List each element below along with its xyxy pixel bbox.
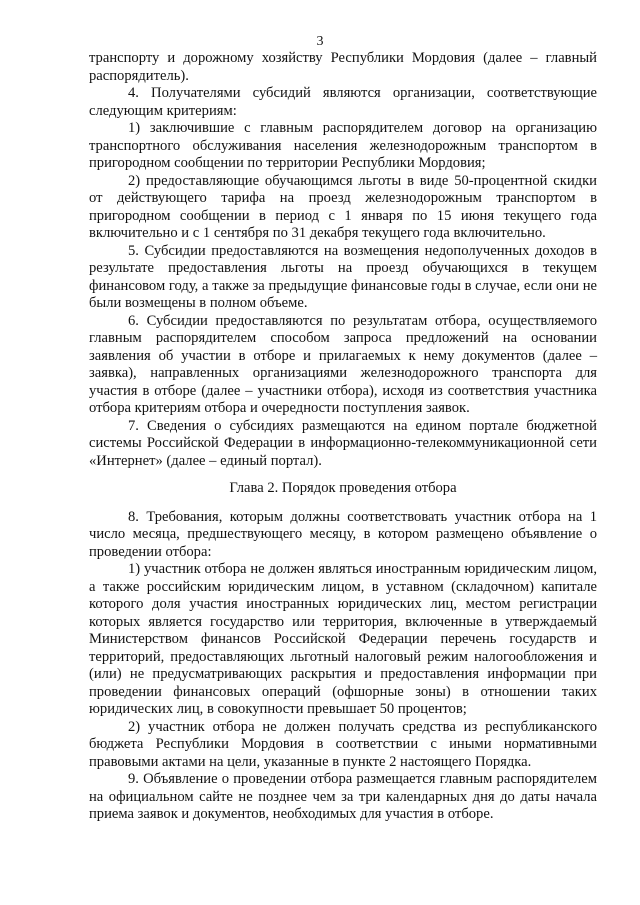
chapter-heading: Глава 2. Порядок проведения отбора	[229, 480, 457, 496]
paragraph-4-item-2: 2) предоставляющие обучающимся льготы в виде 50-процентной скидки от действующего тарифа на проезд железнодорожным транспортом в пригородном сообщении в период с 1 января по 15 июня текущего года включительно и с 1 сентября по 31 декабря текущего года включительно.	[89, 172, 597, 241]
paragraph-5: 5. Субсидии предоставляются на возмещения недополученных доходов в результате предоставления льготы на проезд обучающихся в текущем финансовом году, а также за предыдущие финансовые годы в случае, если они не были возмещены в полном объеме.	[89, 242, 597, 311]
page-number: 3	[316, 34, 324, 49]
paragraph-4-item-1: 1) заключившие с главным распорядителем договор на организацию транспортного обслуживания населения железнодорожным транспортом в пригородном сообщении по территории Республики Мордовия;	[89, 120, 597, 171]
paragraph-4: 4. Получателями субсидий являются организации, соответствующие следующим критериям:	[89, 85, 597, 119]
paragraph-8-item-2: 2) участник отбора не должен получать средства из республиканского бюджета Республики Мордовия в соответствии с иными нормативными правовыми актами на цели, указанные в пункте 2 настоящего Порядка.	[89, 718, 597, 770]
paragraph-6: 6. Субсидии предоставляются по результатам отбора, осуществляемого главным распорядителем способом запроса предложений на основании заявления об участии в отборе и прилагаемых к нему документов (далее – заявка), направленных организациями железнодорожного транспорта для участия в отборе (далее – участники отбора), исходя из соответствия участника отбора критериям отбора и очередности поступления заявок.	[89, 312, 597, 416]
paragraph-8-item-1: 1) участник отбора не должен являться иностранным юридическим лицом, а также российским юридическим лицом, в уставном (складочном) капитале которого доля участия иностранных юридических лиц, местом регистрации которых является государство или территория, включенные в утверждаемый Министерством финансов Российской Федерации перечень государств и территорий, предоставляющих льготный налоговый режим налогообложения и (или) не предусматривающих раскрытия и предоставления информации при проведении финансовых операций (офшорные зоны) в отношении таких юридических лиц, в совокупности превышает 50 процентов;	[89, 561, 597, 717]
paragraph-9: 9. Объявление о проведении отбора размещается главным распорядителем на официальном сайте не позднее чем за три календарных дня до даты начала приема заявок и документов, необходимых для участия в отборе.	[89, 771, 597, 822]
paragraph-7: 7. Сведения о субсидиях размещаются на едином портале бюджетной системы Российской Федерации в информационно-телекоммуникационной сети «Интернет» (далее – единый портал).	[89, 417, 597, 469]
document-body	[89, 50, 597, 824]
paragraph-8: 8. Требования, которым должны соответствовать участник отбора на 1 число месяца, предшествующего месяцу, в котором размещено объявление о проведении отбора:	[89, 508, 597, 560]
paragraph-continuation: транспорту и дорожному хозяйству Республики Мордовия (далее – главный распорядитель).	[89, 50, 597, 84]
